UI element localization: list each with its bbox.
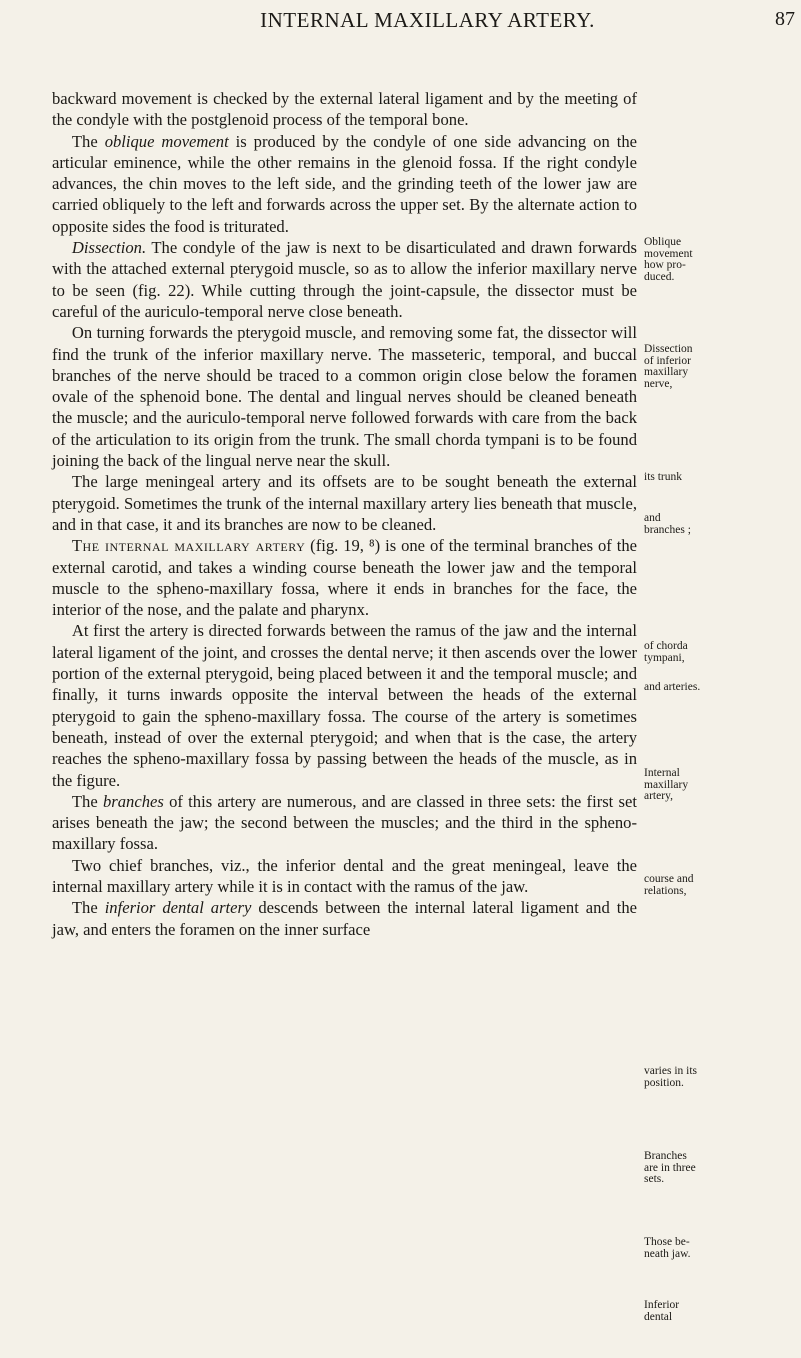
- margin-line: Inferior: [644, 1299, 680, 1311]
- paragraph: [52, 897, 637, 940]
- margin-note: [644, 513, 754, 536]
- margin-line: and: [644, 512, 661, 524]
- margin-line: maxillary: [644, 778, 689, 791]
- paragraph: [52, 237, 637, 322]
- paragraph: [52, 791, 637, 855]
- paragraph-text: descends between the internal lateral ligament and the jaw, and enters the foramen on the inner surface: [52, 898, 637, 939]
- paragraph-text: is produced by the condyle of one side advancing on the articular eminence, while the other remains in the glenoid fossa. If the right condyle advances, the chin moves to the left side, and the grinding teeth of the lower jaw are carried obliquely to the left and forwards across the upper set. By the alternate action to opposite sides the food is triturated.: [52, 131, 637, 236]
- emphasis-term: Dissection.: [71, 238, 147, 258]
- margin-line: maxillary: [644, 366, 689, 378]
- margin-line: Internal: [644, 767, 680, 779]
- margin-note: [644, 641, 754, 664]
- paragraph: backward movement is checked by the external lateral ligament and by the meeting of the condyle with the postglenoid process of the temporal bone.: [52, 89, 637, 130]
- paragraph-text: The condyle of the jaw is next to be disarticulated and drawn forwards with the attached external pterygoid muscle, so as to allow the inferior maxillary nerve to be seen (fig. 22). While cutting through the joint-capsule, the dissector must be careful of the auriculo-temporal nerve close beneath.: [52, 238, 637, 321]
- margin-note: [644, 682, 754, 694]
- margin-note: [644, 472, 754, 484]
- margin-line: artery,: [644, 790, 673, 802]
- margin-line: neath jaw.: [644, 1247, 691, 1260]
- running-title: INTERNAL MAXILLARY ARTERY.: [260, 8, 595, 32]
- margin-line: Dissection: [644, 343, 693, 355]
- margin-line: sets.: [644, 1173, 665, 1185]
- margin-line: its trunk: [644, 471, 683, 483]
- paragraph-text: (fig. 19, ⁸) is one of the terminal branches of the external carotid, and takes a winding course beneath the lower jaw and the temporal muscle to the spheno-maxillary fossa, where it ends in branches for the face, the interior of the nose, and the palate and pharynx.: [52, 536, 638, 620]
- margin-line: Branches: [644, 1150, 687, 1162]
- margin-note: [644, 1066, 754, 1089]
- margin-note: [644, 1237, 754, 1260]
- paragraph: [52, 131, 637, 237]
- margin-line: branches ;: [644, 523, 691, 536]
- margin-note: [644, 237, 754, 283]
- margin-line: tympani,: [644, 651, 685, 664]
- margin-line: Those be-: [644, 1236, 690, 1248]
- margin-line: how pro-: [644, 259, 686, 271]
- margin-line: of chorda: [644, 640, 688, 652]
- margin-line: varies in its: [644, 1065, 698, 1077]
- margin-line: duced.: [644, 270, 675, 283]
- emphasis-term: inferior dental artery: [104, 898, 252, 918]
- margin-line: of inferior: [644, 354, 691, 367]
- paragraph-lead: The: [71, 898, 98, 918]
- page-number: 87: [775, 8, 795, 30]
- paragraph: At first the artery is directed forwards between the ramus of the jaw and the internal lateral ligament of the joint, and crosses the dental nerve; it then ascends over the lower portion of the external pterygoid, being placed between it and the temporal muscle; and finally, it turns inwards opposite the interval between the heads of the external pterygoid to gain the spheno-maxillary fossa. The course of the artery is sometimes beneath, instead of over the external pterygoid; and when that is the case, the artery reaches the spheno-maxillary fossa by passing between the heads of the muscle, as in the figure.: [52, 621, 637, 790]
- small-caps-term: The internal maxillary artery: [71, 536, 306, 556]
- margin-line: relations,: [644, 884, 687, 897]
- margin-note: [644, 768, 754, 803]
- emphasis-term: oblique movement: [104, 131, 229, 151]
- page-header: [60, 4, 795, 40]
- margin-note: [644, 874, 754, 897]
- paragraph-lead: The: [71, 791, 98, 811]
- margin-line: dental: [644, 1310, 673, 1323]
- paragraph-lead: The: [71, 131, 98, 151]
- paragraph: On turning forwards the pterygoid muscle, and removing some fat, the dissector will find the trunk of the inferior maxillary nerve. The masseteric, temporal, and buccal branches of the nerve should be traced to a common origin close below the foramen ovale of the sphenoid bone. The dental and lingual nerves should be cleaned beneath the muscle; and the auriculo-temporal nerve followed forwards with care from the back of the articulation to its origin from the trunk. The small chorda tympani is to be found joining the back of the lingual nerve near the skull.: [52, 323, 637, 471]
- margin-line: are in three: [644, 1161, 696, 1174]
- margin-line: Oblique: [644, 236, 682, 248]
- margin-line: position.: [644, 1076, 684, 1089]
- margin-line: movement: [644, 247, 693, 260]
- margin-note: [644, 1300, 754, 1323]
- margin-note: [644, 344, 754, 390]
- margin-line: nerve,: [644, 377, 673, 390]
- emphasis-term: branches: [102, 791, 164, 811]
- margin-note: [644, 1151, 754, 1186]
- paragraph: [52, 535, 637, 620]
- paragraph: Two chief branches, viz., the inferior dental and the great meningeal, leave the internal maxillary artery while it is in contact with the ramus of the jaw.: [52, 855, 637, 896]
- margin-line: course and: [644, 873, 694, 885]
- paragraph: The large meningeal artery and its offsets are to be sought beneath the external pterygoid. Sometimes the trunk of the internal maxillary artery lies beneath that muscle, and in that case, it and its branches are now to be cleaned.: [52, 472, 637, 534]
- margin-line: and arteries.: [644, 681, 701, 693]
- paragraph-text: of this artery are numerous, and are classed in three sets: the first set arises beneath the jaw; the second between the muscles; and the third in the spheno-maxillary fossa.: [52, 791, 637, 854]
- body-text: [52, 88, 637, 940]
